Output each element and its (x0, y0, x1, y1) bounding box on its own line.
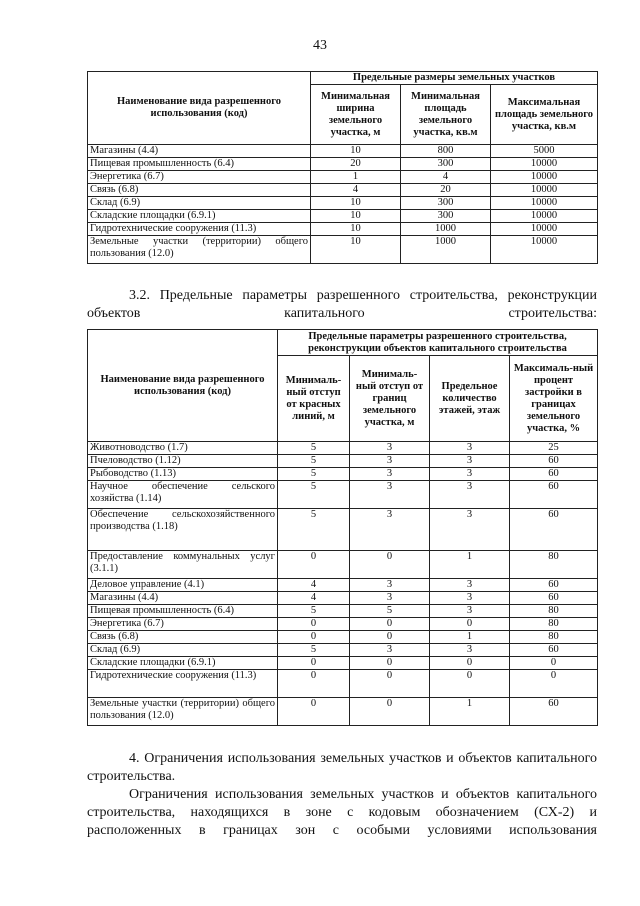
table-row (88, 158, 598, 171)
table-row (88, 551, 598, 579)
row-name-cell: Складские площадки (6.9.1) (88, 657, 278, 670)
row-name-cell: Предоставление коммунальных услуг (3.1.1) (88, 551, 278, 579)
value-cell: 20 (311, 158, 401, 171)
table-row (88, 644, 598, 657)
table2-group-header: Предельные параметры разрешенного строительства, реконструкции объектов капитального строительства (278, 330, 598, 356)
value-cell: 10 (311, 236, 401, 264)
value-cell: 80 (510, 631, 598, 644)
table-row (88, 657, 598, 670)
row-name-cell: Пчеловодство (1.12) (88, 455, 278, 468)
table-row (88, 698, 598, 726)
value-cell: 0 (278, 631, 350, 644)
value-cell: 25 (510, 442, 598, 455)
row-name-cell: Склад (6.9) (88, 197, 311, 210)
table-row (88, 579, 598, 592)
table-row (88, 145, 598, 158)
row-name-cell: Научное обеспечение сельского хозяйства (1.14) (88, 481, 278, 509)
section-4-heading: 4. Ограничения использования земельных участков и объектов капитального строительства. (87, 751, 597, 784)
row-name-cell: Пищевая промышленность (6.4) (88, 605, 278, 618)
row-name-cell: Складские площадки (6.9.1) (88, 210, 311, 223)
construction-parameters-table (87, 329, 598, 726)
table-row (88, 468, 598, 481)
row-name-cell: Связь (6.8) (88, 631, 278, 644)
value-cell: 0 (430, 618, 510, 631)
value-cell: 1 (430, 551, 510, 579)
row-name-cell: Склад (6.9) (88, 644, 278, 657)
value-cell: 60 (510, 481, 598, 509)
value-cell: 0 (350, 698, 430, 726)
value-cell: 10000 (491, 210, 598, 223)
value-cell: 10 (311, 210, 401, 223)
value-cell: 60 (510, 509, 598, 551)
value-cell: 80 (510, 605, 598, 618)
table1-group-header: Предельные размеры земельных участков (311, 72, 598, 85)
table-row (88, 481, 598, 509)
value-cell: 1000 (401, 223, 491, 236)
row-name-cell: Земельные участки (территории) общего пользования (12.0) (88, 236, 311, 264)
value-cell: 1 (430, 698, 510, 726)
value-cell: 0 (278, 551, 350, 579)
value-cell: 3 (350, 455, 430, 468)
row-name-cell: Гидротехнические сооружения (11.3) (88, 223, 311, 236)
table-row (88, 509, 598, 551)
page-number: 43 (313, 38, 327, 53)
table-row (88, 670, 598, 698)
table2-col-header: Минималь-ный отступ от границ земельного участка, м (350, 356, 430, 442)
table-row (88, 236, 598, 264)
row-name-cell: Энергетика (6.7) (88, 171, 311, 184)
value-cell: 1 (430, 631, 510, 644)
row-name-cell: Пищевая промышленность (6.4) (88, 158, 311, 171)
value-cell: 0 (278, 657, 350, 670)
value-cell: 4 (278, 579, 350, 592)
value-cell: 10000 (491, 236, 598, 264)
row-name-cell: Связь (6.8) (88, 184, 311, 197)
value-cell: 60 (510, 592, 598, 605)
value-cell: 3 (350, 481, 430, 509)
value-cell: 5000 (491, 145, 598, 158)
table2-col-header: Минималь-ный отступ от красных линий, м (278, 356, 350, 442)
table-row (88, 605, 598, 618)
value-cell: 60 (510, 579, 598, 592)
value-cell: 0 (350, 670, 430, 698)
section-3-2-heading: 3.2. Предельные параметры разрешенного строительства, реконструкции объектов капитального строительства: (87, 288, 597, 321)
value-cell: 10 (311, 223, 401, 236)
value-cell: 5 (278, 605, 350, 618)
row-name-cell: Животноводство (1.7) (88, 442, 278, 455)
row-name-cell: Рыбоводство (1.13) (88, 468, 278, 481)
value-cell: 3 (430, 442, 510, 455)
value-cell: 0 (510, 657, 598, 670)
value-cell: 5 (278, 644, 350, 657)
value-cell: 20 (401, 184, 491, 197)
value-cell: 3 (350, 442, 430, 455)
value-cell: 0 (278, 670, 350, 698)
table-row (88, 592, 598, 605)
table-row (88, 455, 598, 468)
table-row (88, 631, 598, 644)
table1-col-header: Максимальная площадь земельного участка, кв.м (491, 85, 598, 145)
value-cell: 3 (350, 644, 430, 657)
value-cell: 3 (430, 481, 510, 509)
value-cell: 10000 (491, 171, 598, 184)
value-cell: 5 (278, 481, 350, 509)
value-cell: 3 (430, 644, 510, 657)
table2-name-header: Наименование вида разрешенного использования (код) (88, 330, 278, 442)
value-cell: 0 (278, 618, 350, 631)
value-cell: 5 (278, 509, 350, 551)
value-cell: 10000 (491, 223, 598, 236)
value-cell: 5 (278, 455, 350, 468)
table-row (88, 442, 598, 455)
value-cell: 800 (401, 145, 491, 158)
row-name-cell: Магазины (4.4) (88, 145, 311, 158)
table-row (88, 171, 598, 184)
value-cell: 10 (311, 197, 401, 210)
value-cell: 0 (350, 631, 430, 644)
value-cell: 4 (311, 184, 401, 197)
value-cell: 60 (510, 644, 598, 657)
value-cell: 300 (401, 197, 491, 210)
value-cell: 0 (350, 551, 430, 579)
value-cell: 3 (350, 468, 430, 481)
value-cell: 1 (311, 171, 401, 184)
value-cell: 300 (401, 158, 491, 171)
value-cell: 3 (350, 579, 430, 592)
value-cell: 0 (278, 698, 350, 726)
value-cell: 3 (430, 605, 510, 618)
table1-col-header: Минимальная площадь земельного участка, кв.м (401, 85, 491, 145)
value-cell: 0 (430, 657, 510, 670)
value-cell: 3 (430, 592, 510, 605)
value-cell: 3 (430, 579, 510, 592)
value-cell: 5 (350, 605, 430, 618)
value-cell: 80 (510, 551, 598, 579)
value-cell: 1000 (401, 236, 491, 264)
value-cell: 80 (510, 618, 598, 631)
table2-col-header: Предельное количество этажей, этаж (430, 356, 510, 442)
value-cell: 60 (510, 455, 598, 468)
section-4-text: Ограничения использования земельных участков и объектов капитального строительства, находящихся в зоне с кодовым обозначением (СХ-2) и расположенных в границах зон с особыми условиями использования (87, 787, 597, 838)
land-plot-size-table (87, 71, 598, 264)
value-cell: 10000 (491, 184, 598, 197)
value-cell: 3 (350, 592, 430, 605)
value-cell: 3 (430, 455, 510, 468)
value-cell: 300 (401, 210, 491, 223)
table2-col-header: Максималь-ный процент застройки в границах земельного участка, % (510, 356, 598, 442)
value-cell: 3 (430, 509, 510, 551)
value-cell: 3 (430, 468, 510, 481)
value-cell: 4 (401, 171, 491, 184)
value-cell: 60 (510, 468, 598, 481)
table-row (88, 184, 598, 197)
table-row (88, 197, 598, 210)
value-cell: 3 (350, 509, 430, 551)
row-name-cell: Обеспечение сельскохозяйственного производства (1.18) (88, 509, 278, 551)
value-cell: 0 (510, 670, 598, 698)
value-cell: 5 (278, 468, 350, 481)
table1-name-header: Наименование вида разрешенного использования (код) (88, 72, 311, 145)
value-cell: 0 (350, 657, 430, 670)
value-cell: 4 (278, 592, 350, 605)
row-name-cell: Гидротехнические сооружения (11.3) (88, 670, 278, 698)
value-cell: 10000 (491, 158, 598, 171)
row-name-cell: Земельные участки (территории) общего пользования (12.0) (88, 698, 278, 726)
value-cell: 10 (311, 145, 401, 158)
row-name-cell: Магазины (4.4) (88, 592, 278, 605)
value-cell: 60 (510, 698, 598, 726)
value-cell: 0 (430, 670, 510, 698)
value-cell: 10000 (491, 197, 598, 210)
table-row (88, 223, 598, 236)
table-row (88, 210, 598, 223)
table1-col-header: Минимальная ширина земельного участка, м (311, 85, 401, 145)
value-cell: 5 (278, 442, 350, 455)
value-cell: 0 (350, 618, 430, 631)
row-name-cell: Энергетика (6.7) (88, 618, 278, 631)
table-row (88, 618, 598, 631)
row-name-cell: Деловое управление (4.1) (88, 579, 278, 592)
